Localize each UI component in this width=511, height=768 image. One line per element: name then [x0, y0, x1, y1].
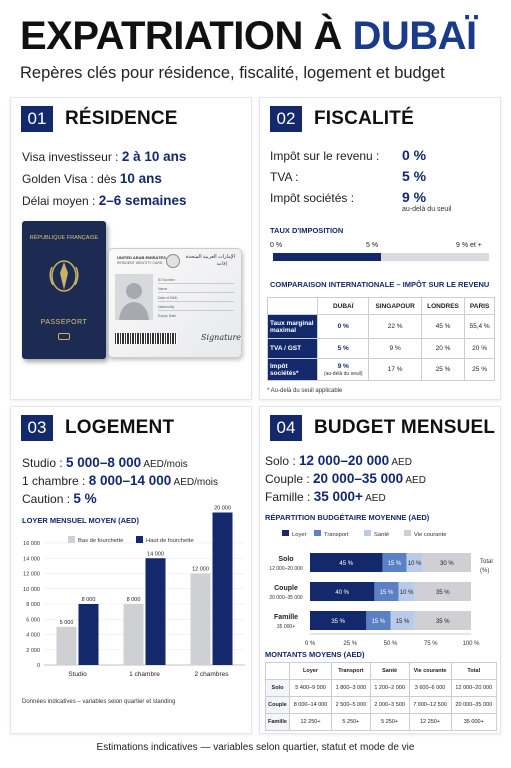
- id-header-en: UNITED ARAB EMIRATES: [117, 255, 166, 260]
- row-value: 20 000–35 000: [313, 471, 404, 486]
- row-unit: AED: [389, 457, 412, 468]
- amounts-col-loyer: Loyer: [290, 663, 332, 680]
- total-label: Total: [480, 559, 493, 565]
- row-unit: AED: [403, 475, 426, 486]
- card-logement-header: [21, 415, 174, 441]
- id-header-ar: الإمارات العربية المتحدة: [185, 254, 235, 260]
- comparison-row-head: TVA / GST: [268, 339, 318, 359]
- y-tick-label: 16 000: [23, 541, 40, 547]
- y-tick-label: 2 000: [26, 647, 40, 654]
- x-tick-label: 75 %: [423, 641, 438, 647]
- category-label: Couple: [274, 585, 298, 592]
- budget-chart: [260, 525, 500, 653]
- section-title: LOGEMENT: [65, 417, 175, 438]
- comparison-cell: 9 %: [369, 339, 421, 359]
- card-residence-header: [21, 106, 178, 132]
- row-value: 2–6 semaines: [98, 193, 187, 208]
- rate-bar-track: [273, 253, 489, 261]
- residence-row-golden-visa: [22, 171, 162, 186]
- bar-data-label: 8 000: [126, 597, 141, 603]
- amounts-cell: 7 000–12 500: [409, 697, 451, 714]
- id-sub-en: RESIDENT IDENTITY CARD: [117, 261, 163, 265]
- segment-label: 15 %: [371, 619, 386, 625]
- comparison-cell-value: 9 %: [337, 362, 349, 370]
- amounts-col-transport: Transport: [332, 663, 371, 680]
- comparison-cell-note: (au-delà du seuil): [323, 370, 363, 377]
- bar: [57, 627, 77, 665]
- logement-row-studio: [22, 455, 188, 470]
- card-fiscalite: [259, 97, 501, 400]
- rate-tick-5: 5 %: [366, 242, 379, 249]
- amounts-cell: 1 800–3 000: [332, 680, 371, 697]
- segment-label: 10 %: [399, 590, 414, 596]
- rent-chart-label: LOYER MENSUEL MOYEN (AED): [22, 516, 139, 525]
- comparison-cell: 25 %: [465, 359, 495, 381]
- id-field-2: Name: [158, 287, 168, 291]
- row-label: Studio :: [22, 456, 67, 470]
- id-signature: Signature: [201, 333, 242, 342]
- bar-data-label: 14 000: [147, 551, 164, 558]
- x-tick-label: Studio: [68, 671, 87, 678]
- section-title: RÉSIDENCE: [65, 108, 178, 129]
- y-tick-label: 6 000: [26, 617, 40, 624]
- row-unit: AED: [362, 493, 386, 504]
- row-label: Famille :: [265, 490, 314, 504]
- comparison-col-singapour: SINGAPOUR: [369, 298, 421, 315]
- row-value: 5 %: [73, 491, 97, 506]
- section-number: 01: [21, 106, 53, 132]
- bar-data-label: 5 000: [59, 619, 74, 626]
- comparison-col-londres: LONDRES: [421, 298, 464, 315]
- fisc-note-societes: au-delà du seuil: [402, 206, 452, 213]
- row-label: Golden Visa : dès: [22, 172, 120, 186]
- x-tick-label: 100 %: [462, 641, 480, 647]
- logement-row-1-chambre: [22, 473, 218, 488]
- legend-label: Santé: [374, 532, 390, 538]
- rate-bar-fill: [273, 253, 381, 261]
- coat-of-arms-icon: [44, 253, 84, 299]
- bar-data-label: 8 000: [81, 597, 96, 603]
- segment-label: 15 %: [387, 561, 402, 567]
- amounts-cell: 5 250+: [332, 714, 371, 731]
- person-silhouette-icon: [115, 274, 153, 320]
- passport-image: [22, 221, 106, 359]
- residence-row-delai: [22, 193, 187, 208]
- amounts-cell: 12 250+: [290, 714, 332, 731]
- section-title: FISCALITÉ: [314, 108, 414, 129]
- row-label: 1 chambre :: [22, 474, 89, 488]
- rate-tick-9: 9 % et +: [456, 242, 482, 249]
- bar: [146, 558, 166, 665]
- x-tick-label: 0 %: [304, 641, 316, 647]
- legend-swatch: [314, 530, 321, 536]
- rate-tick-0: 0 %: [270, 242, 283, 249]
- comparison-cell: 20 %: [421, 339, 464, 359]
- amounts-cell: 8 000–14 000: [290, 697, 332, 714]
- row-label: Solo :: [265, 454, 300, 468]
- comparison-cell: 22 %: [369, 315, 421, 339]
- comparison-row-head: Impôt sociétés*: [268, 359, 318, 381]
- fisc-row-label-societes: Impôt sociétés :: [270, 191, 355, 205]
- card-residence: [10, 97, 252, 400]
- comparison-cell: 20 %: [465, 339, 495, 359]
- row-value: 8 000–14 000: [88, 473, 172, 488]
- page-subtitle: Repères clés pour résidence, fiscalité, logement et budget: [20, 64, 445, 82]
- segment-label: 35 %: [435, 619, 450, 625]
- id-field-1: ID Number: [158, 278, 175, 282]
- comparison-cell: 45 %: [421, 315, 464, 339]
- logement-row-caution: [22, 491, 97, 506]
- amounts-col-total: Total: [451, 663, 496, 680]
- id-field-5: Expiry Date: [158, 314, 177, 318]
- amounts-cell: 35 000+: [451, 714, 496, 731]
- category-label: Solo: [278, 556, 294, 563]
- x-tick-label: 50 %: [383, 641, 398, 647]
- fisc-value-societes: 9 %: [402, 189, 427, 205]
- x-tick-label: 2 chambres: [194, 671, 229, 678]
- repartition-label: RÉPARTITION BUDGÉTAIRE MOYENNE (AED): [265, 513, 430, 522]
- comparison-cell: 55,4 %: [465, 315, 495, 339]
- segment-label: 15 %: [379, 590, 394, 596]
- card-budget-header: [270, 415, 495, 441]
- y-tick-label: 0: [36, 663, 40, 669]
- row-value: 5 000–8 000: [66, 455, 142, 470]
- amounts-cell: 3 600–6 000: [409, 680, 451, 697]
- rent-note: Données indicatives – variables selon quartier et standing: [22, 699, 176, 705]
- bar: [213, 513, 233, 666]
- comparison-col-paris: PARIS: [465, 298, 495, 315]
- fisc-value-revenu: 0 %: [402, 147, 427, 163]
- row-value: 12 000–20 000: [299, 453, 390, 468]
- legend-label: Transport: [324, 532, 349, 538]
- bar: [191, 574, 211, 666]
- comparison-cell: [318, 359, 369, 381]
- segment-label: 40 %: [335, 590, 350, 596]
- comparison-row-head: Taux marginal maximal: [268, 315, 318, 339]
- category-label: Famille: [273, 614, 299, 621]
- row-label: Visa investisseur :: [22, 150, 122, 164]
- legend-swatch: [136, 536, 143, 543]
- category-sublabel: 35 000+: [276, 624, 296, 630]
- comparison-cell: 5 %: [318, 339, 369, 359]
- rate-bar-label: TAUX D'IMPOSITION: [270, 226, 344, 235]
- category-sublabel: 12 000–20 000: [269, 566, 303, 572]
- passport-top-label: RÉPUBLIQUE FRANÇAISE: [29, 235, 99, 241]
- y-tick-label: 10 000: [23, 586, 40, 593]
- amounts-col-vie: Vie courante: [409, 663, 451, 680]
- legend-swatch: [404, 530, 411, 536]
- row-label: Couple :: [265, 472, 314, 486]
- y-tick-label: 4 000: [26, 632, 40, 639]
- id-photo: [115, 274, 153, 320]
- comparison-cell: 25 %: [421, 359, 464, 381]
- row-unit: AED/mois: [141, 459, 188, 470]
- segment-label: 15 %: [395, 619, 410, 625]
- fisc-value-tva: 5 %: [402, 168, 427, 184]
- comparison-cell: 17 %: [369, 359, 421, 381]
- amounts-row-head: Solo: [266, 680, 290, 697]
- legend-label: Vie courante: [414, 532, 447, 538]
- amounts-cell: 5 400–9 000: [290, 680, 332, 697]
- card-fiscalite-header: [270, 106, 414, 132]
- total-unit: (%): [480, 568, 490, 574]
- amounts-row-head: Couple: [266, 697, 290, 714]
- bar: [124, 604, 144, 665]
- id-field-3: Date of Birth: [158, 296, 178, 300]
- amounts-cell: 12 250+: [409, 714, 451, 731]
- emblem-icon: [166, 254, 180, 268]
- barcode: [115, 333, 177, 344]
- title-main: EXPATRIATION À: [20, 14, 353, 58]
- section-title: BUDGET MENSUEL: [314, 417, 496, 438]
- row-value: 2 à 10 ans: [121, 149, 187, 164]
- bar-data-label: 12 000: [192, 566, 209, 573]
- legend-swatch: [364, 530, 371, 536]
- comparison-col-blank: [268, 298, 318, 315]
- bar-data-label: 20 000: [214, 505, 231, 512]
- row-label: Délai moyen :: [22, 194, 99, 208]
- budget-row-couple: [265, 471, 426, 486]
- y-tick-label: 8 000: [26, 602, 40, 608]
- amounts-label: MONTANTS MOYENS (AED): [265, 650, 365, 659]
- segment-label: 30 %: [440, 561, 454, 567]
- segment-label: 10 %: [407, 561, 422, 567]
- legend-swatch: [68, 536, 75, 543]
- row-value: 35 000+: [313, 489, 363, 504]
- bar: [79, 604, 99, 665]
- budget-row-solo: [265, 453, 412, 468]
- category-sublabel: 20 000–35 000: [269, 595, 303, 601]
- fisc-row-label-tva: TVA :: [270, 170, 299, 184]
- title-accent: DUBAÏ: [352, 14, 477, 58]
- card-budget: [259, 406, 501, 734]
- id-card-image: [108, 248, 242, 358]
- amounts-table: [265, 662, 497, 731]
- footer-note: Estimations indicatives — variables selon quartier, statut et mode de vie: [96, 742, 415, 753]
- x-tick-label: 1 chambre: [129, 671, 160, 678]
- amounts-cell: 2 000–3 500: [370, 697, 409, 714]
- amounts-cell: 20 000–35 000: [451, 697, 496, 714]
- comparison-col-dubai: DUBAÏ: [318, 298, 369, 315]
- card-logement: [10, 406, 252, 734]
- segment-label: 35 %: [435, 590, 450, 596]
- row-label: Caution :: [22, 492, 74, 506]
- legend-label: Haut de fourchette: [146, 538, 194, 544]
- id-sub-ar: إقامة: [216, 261, 227, 267]
- row-value: 10 ans: [119, 171, 162, 186]
- page-title: [20, 14, 477, 59]
- passport-bottom-label: PASSEPORT: [40, 319, 88, 326]
- comparison-footnote: * Au-delà du seuil applicable: [267, 388, 343, 394]
- amounts-col-sante: Santé: [370, 663, 409, 680]
- section-number: 03: [21, 415, 53, 441]
- amounts-cell: 1 200–2 000: [370, 680, 409, 697]
- amounts-cell: 2 500–5 000: [332, 697, 371, 714]
- id-field-4: Nationality: [158, 305, 175, 309]
- y-tick-label: 14 000: [23, 556, 40, 563]
- segment-label: 35 %: [331, 619, 346, 625]
- budget-row-famille: [265, 489, 386, 504]
- fisc-row-label-revenu: Impôt sur le revenu :: [270, 149, 380, 163]
- legend-label: Bas de fourchette: [78, 538, 124, 544]
- amounts-cell: 5 250+: [370, 714, 409, 731]
- section-number: 04: [270, 415, 302, 441]
- comparison-table: [267, 297, 495, 381]
- comparison-label: COMPARAISON INTERNATIONALE – IMPÔT SUR LE REVENU: [270, 280, 490, 289]
- chip-icon: [58, 333, 70, 340]
- legend-swatch: [282, 530, 289, 536]
- amounts-row-head: Famille: [266, 714, 290, 731]
- row-unit: AED/mois: [171, 477, 218, 488]
- amounts-cell: 12 000–20 000: [451, 680, 496, 697]
- segment-label: 45 %: [339, 561, 354, 567]
- comparison-cell: 0 %: [318, 315, 369, 339]
- amounts-col-blank: [266, 663, 290, 680]
- residence-row-visa-investisseur: [22, 149, 186, 164]
- section-number: 02: [270, 106, 302, 132]
- x-tick-label: 25 %: [343, 641, 358, 647]
- legend-label: Loyer: [292, 532, 307, 538]
- y-tick-label: 12 000: [23, 571, 40, 578]
